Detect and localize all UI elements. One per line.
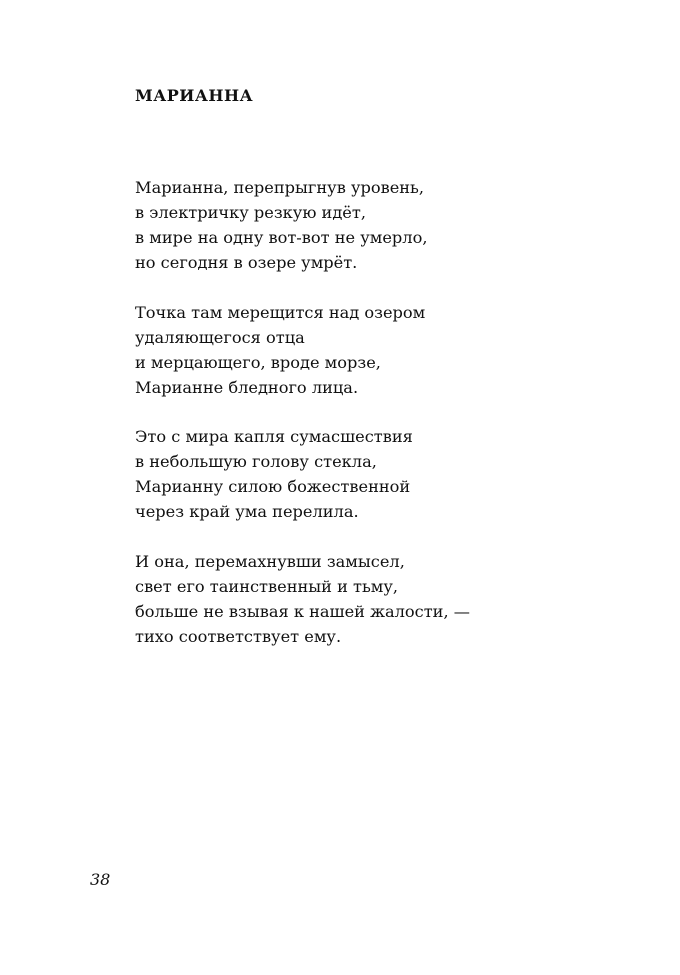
poem-line: но сегодня в озере умрёт.: [135, 253, 358, 272]
poem-title: МАРИАННА: [135, 86, 254, 105]
poem-line: свет его таинственный и тьму,: [135, 576, 399, 596]
poem-line: в небольшую голову стекла,: [135, 452, 377, 471]
poem-line: Марианну силою божественной: [135, 477, 411, 496]
page-number: 38: [90, 870, 111, 889]
poem-line: удаляющегося отца: [135, 327, 305, 347]
poem-line: через край ума перелила.: [135, 502, 359, 521]
stanza-3: [135, 424, 595, 524]
stanza-4: [135, 549, 595, 649]
stanza-2: [135, 300, 595, 400]
poem-line: и мерцающего, вроде морзе,: [135, 352, 381, 372]
poem-line: Точка там мерещится над озером: [135, 302, 426, 322]
poem-body: [135, 175, 595, 673]
poem-line: больше не взывая к нашей жалости, —: [135, 601, 470, 621]
poem-line: Марианне бледного лица.: [135, 377, 359, 397]
poem-line: Это с мира капля сумасшествия: [135, 427, 413, 446]
poem-line: Марианна, перепрыгнув уровень,: [135, 178, 425, 197]
poem-line: в мире на одну вот-вот не умерло,: [135, 228, 428, 247]
poem-line: в электричку резкую идёт,: [135, 203, 366, 222]
stanza-1: [135, 175, 595, 275]
poem-line: тихо соответствует ему.: [135, 626, 342, 646]
poem-line: И она, перемахнувши замысел,: [135, 551, 405, 571]
